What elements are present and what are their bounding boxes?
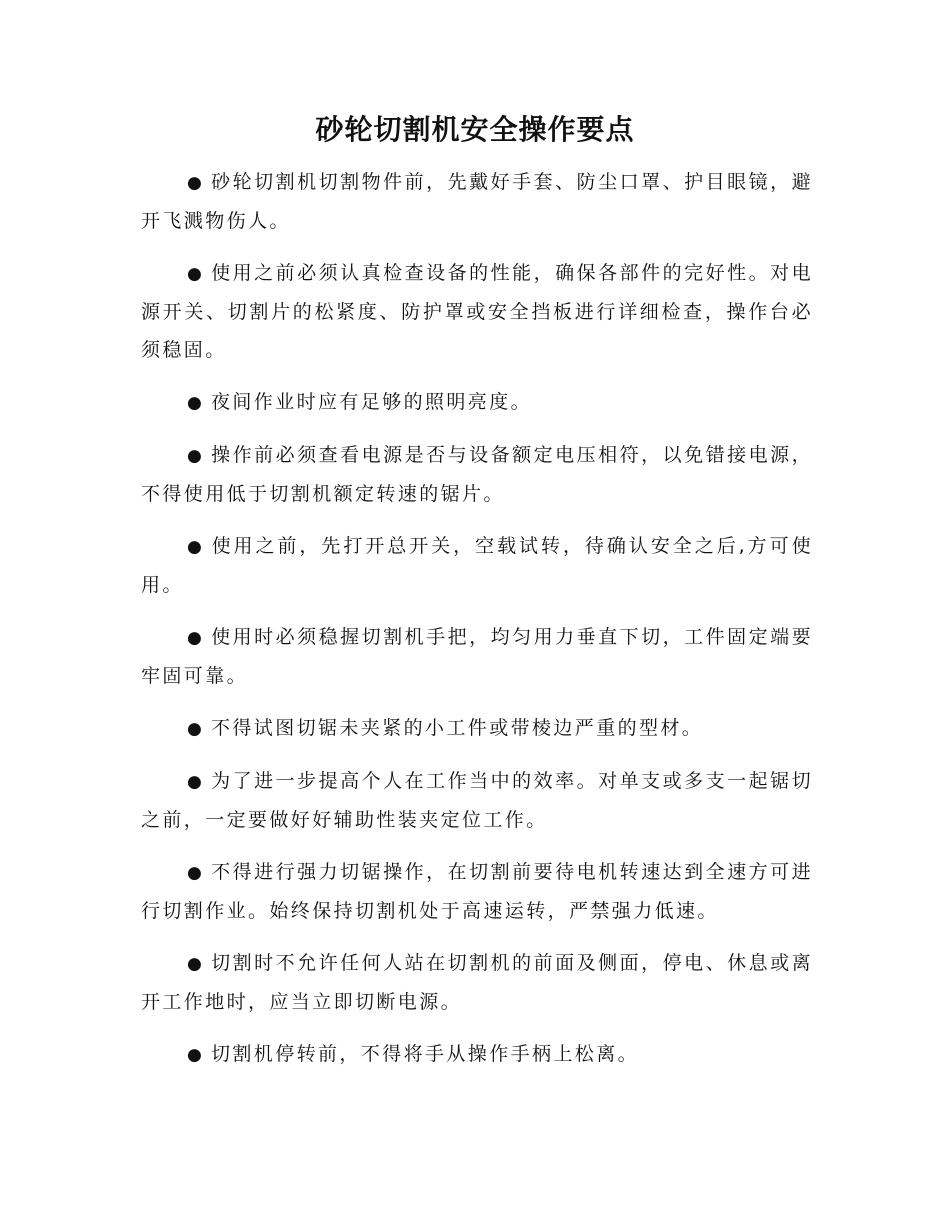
bullet-icon: ● <box>187 1045 202 1065</box>
list-item-text: 不得试图切锯未夹紧的小工件或带棱边严重的型材。 <box>211 717 704 739</box>
list-item <box>141 944 813 1021</box>
list-item-text: 夜间作业时应有足够的照明亮度。 <box>211 391 533 413</box>
list-item <box>141 618 813 695</box>
list-item <box>141 1035 813 1074</box>
list-item <box>141 163 813 240</box>
bullet-icon: ● <box>187 537 202 557</box>
list-item-text: 使用时必须稳握切割机手把，均匀用力垂直下切，工件固定端要牢固可靠。 <box>141 626 813 687</box>
bullet-icon: ● <box>187 863 202 883</box>
list-item-text: 为了进一步提高个人在工作当中的效率。对单支或多支一起锯切之前，一定要做好好辅助性装夹定位工作。 <box>141 770 813 831</box>
list-item <box>141 853 813 930</box>
list-item-text: 操作前必须查看电源是否与设备额定电压相符，以免错接电源， 不得使用低于切割机额定转速的锯片。 <box>141 444 813 505</box>
list-item-text: 使用之前，先打开总开关，空载试转，待确认安全之后,方可使用。 <box>141 535 813 596</box>
bullet-icon: ● <box>187 393 202 413</box>
list-item <box>141 527 813 604</box>
bullet-icon: ● <box>187 628 202 648</box>
bullet-icon: ● <box>187 446 202 466</box>
list-item-text: 不得进行强力切锯操作，在切割前要待电机转速达到全速方可进行切割作业。始终保持切割机处于高速运转，严禁强力低速。 <box>141 861 813 922</box>
bullet-icon: ● <box>187 772 202 792</box>
bullet-icon: ● <box>187 173 202 193</box>
list-item <box>141 383 813 422</box>
list-item-text: 砂轮切割机切割物件前，先戴好手套、防尘口罩、护目眼镜，避开飞溅物伤人。 <box>141 171 813 232</box>
list-item-text: 使用之前必须认真检查设备的性能，确保各部件的完好性。对电源开关、切割片的松紧度、防护罩或安全挡板进行详细检查，操作台必须稳固。 <box>141 262 813 361</box>
list-item-text: 切割机停转前，不得将手从操作手柄上松离。 <box>211 1043 640 1065</box>
bullet-icon: ● <box>187 719 202 739</box>
list-item <box>141 762 813 839</box>
bullet-icon: ● <box>187 954 202 974</box>
list-item <box>141 709 813 748</box>
bullet-icon: ● <box>187 264 202 284</box>
list-item <box>141 436 813 513</box>
safety-items-list <box>141 163 813 1088</box>
document-title: 砂轮切割机安全操作要点 <box>315 113 635 146</box>
list-item <box>141 254 813 369</box>
list-item-text: 切割时不允许任何人站在切割机的前面及侧面，停电、休息或离开工作地时，应当立即切断电源。 <box>141 952 813 1013</box>
